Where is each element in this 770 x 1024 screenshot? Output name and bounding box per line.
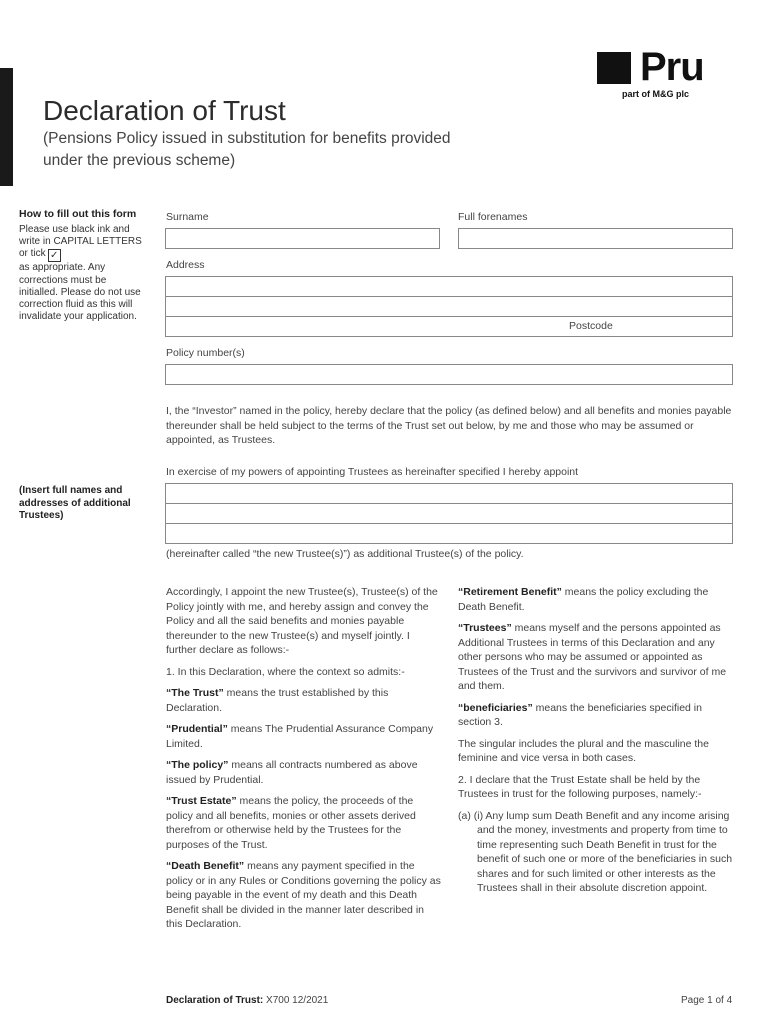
footer-doc-label: Declaration of Trust: bbox=[166, 995, 264, 1006]
footer-doc-code: X700 12/2021 bbox=[263, 995, 329, 1006]
definition-text: means the trust established by this Declaration. bbox=[166, 687, 389, 714]
definition-text: means The Prudential Assurance Company Limited. bbox=[166, 723, 434, 750]
definitions-intro: 1. In this Declaration, where the context so admits:- bbox=[166, 665, 405, 678]
clause-a-paragraph: (a) (i) Any lump sum Death Benefit and any income arising and the money, investments and property from time to time representing such Death Benefit in trust for the benefit of such one or more of the beneficiaries in such shares and for such limited or other interests as the Trustees shall in their absolute discretion appoint. bbox=[458, 809, 733, 894]
definition-term: “Trustees” bbox=[458, 622, 512, 634]
trustee-line-3-field[interactable] bbox=[165, 523, 733, 544]
policy-number-label: Policy number(s) bbox=[166, 347, 245, 359]
definition-term: “The policy” bbox=[166, 759, 229, 771]
terms-left-column bbox=[166, 585, 441, 939]
trustee-line-1-field[interactable] bbox=[165, 483, 733, 504]
trust-purposes-paragraph: 2. I declare that the Trust Estate shall be held by the Trustees in trust for the following purposes, namely:- bbox=[458, 773, 702, 800]
howto-instructions bbox=[19, 224, 144, 323]
address-line-2-field[interactable] bbox=[165, 296, 733, 317]
definition-term: “Prudential” bbox=[166, 723, 228, 735]
page-number: Page 1 of 4 bbox=[681, 995, 733, 1006]
brand-logo-text: Pru bbox=[640, 45, 704, 89]
brand-subline: part of M&G plc bbox=[622, 89, 689, 99]
policy-number-field[interactable] bbox=[165, 364, 733, 385]
hereinafter-paragraph: (hereinafter called “the new Trustee(s)”) as additional Trustee(s) of the policy. bbox=[166, 548, 524, 560]
definition-trust-estate bbox=[166, 794, 441, 852]
surname-field[interactable] bbox=[165, 228, 440, 249]
page-subtitle: (Pensions Policy issued in substitution for benefits provided under the previous scheme) bbox=[43, 130, 451, 169]
address-line-3-field[interactable] bbox=[165, 316, 733, 337]
postcode-label: Postcode bbox=[569, 320, 613, 332]
definition-trustees bbox=[458, 621, 734, 694]
definition-text: means the beneficiaries specified in section 3. bbox=[458, 701, 702, 728]
definition-term: “The Trust” bbox=[166, 687, 224, 699]
howto-text-1: Please use black ink and write in CAPITAL LETTERS or tick bbox=[19, 224, 142, 260]
definition-text: means the policy excluding the Death Benefit. bbox=[458, 586, 709, 613]
surname-label: Surname bbox=[166, 211, 209, 223]
definition-prudential bbox=[166, 722, 441, 751]
definition-term: “Retirement Benefit” bbox=[458, 586, 562, 598]
definition-text: means any payment specified in the policy or in any Rules or Conditions governing the policy as being payable in the event of my death and this Death Benefit shall be divided in the manner later described in this Declaration. bbox=[166, 860, 441, 930]
forenames-field[interactable] bbox=[458, 228, 733, 249]
definition-text: means the policy, the proceeds of the policy and all benefits, monies or other assets derived therefrom or otherwise held by the Trustees for the purposes of the Trust. bbox=[166, 795, 416, 851]
definition-retirement-benefit bbox=[458, 585, 734, 614]
footer-doc-reference bbox=[166, 995, 328, 1006]
tick-box-icon: ✓ bbox=[48, 249, 61, 262]
pru-logo-square-icon bbox=[597, 52, 631, 84]
appointment-paragraph: Accordingly, I appoint the new Trustee(s), Trustee(s) of the Policy jointly with me, and hereby assign and convey the Policy and all the said benefits and monies payable thereunder to the new Trustee(s) and myself jointly. I further declare as follows:- bbox=[166, 586, 438, 656]
forenames-label: Full forenames bbox=[458, 211, 528, 223]
howto-heading: How to fill out this form bbox=[19, 208, 137, 220]
definition-term: “Trust Estate” bbox=[166, 795, 237, 807]
address-line-1-field[interactable] bbox=[165, 276, 733, 297]
page-title: Declaration of Trust bbox=[43, 95, 286, 126]
definition-beneficiaries bbox=[458, 701, 734, 730]
definition-the-policy bbox=[166, 758, 441, 787]
definition-text: means myself and the persons appointed as Additional Trustees in terms of this Declaration and any other persons who may be assumed or appointed as Trustees of the Trust and the survivors and survivor of me and them. bbox=[458, 622, 727, 692]
side-accent-bar bbox=[0, 68, 13, 186]
definition-term: “Death Benefit” bbox=[166, 860, 245, 872]
definition-term: “beneficiaries” bbox=[458, 701, 533, 714]
trustee-line-2-field[interactable] bbox=[165, 503, 733, 524]
definition-the-trust bbox=[166, 686, 441, 715]
appoint-paragraph: In exercise of my powers of appointing Trustees as hereinafter specified I hereby appoint bbox=[166, 466, 579, 478]
singular-plural-paragraph: The singular includes the plural and the masculine the feminine and vice versa in both cases. bbox=[458, 737, 709, 764]
declaration-paragraph: I, the “Investor” named in the policy, hereby declare that the policy (as defined below) and all benefits and monies payable thereunder shall be held subject to the terms of the Trust set out below, by me and those who may be assumed or appointed, as Trustees. bbox=[166, 405, 732, 446]
definition-death-benefit bbox=[166, 859, 441, 932]
definition-text: means all contracts numbered as above issued by Prudential. bbox=[166, 759, 418, 786]
address-label: Address bbox=[166, 259, 205, 271]
howto-text-2: as appropriate. Any corrections must be initialled. Please do not use correction fluid as this will invalidate your application. bbox=[19, 262, 141, 323]
terms-right-column bbox=[458, 585, 734, 903]
insert-trustees-note: (Insert full names and addresses of additional Trustees) bbox=[19, 485, 131, 521]
